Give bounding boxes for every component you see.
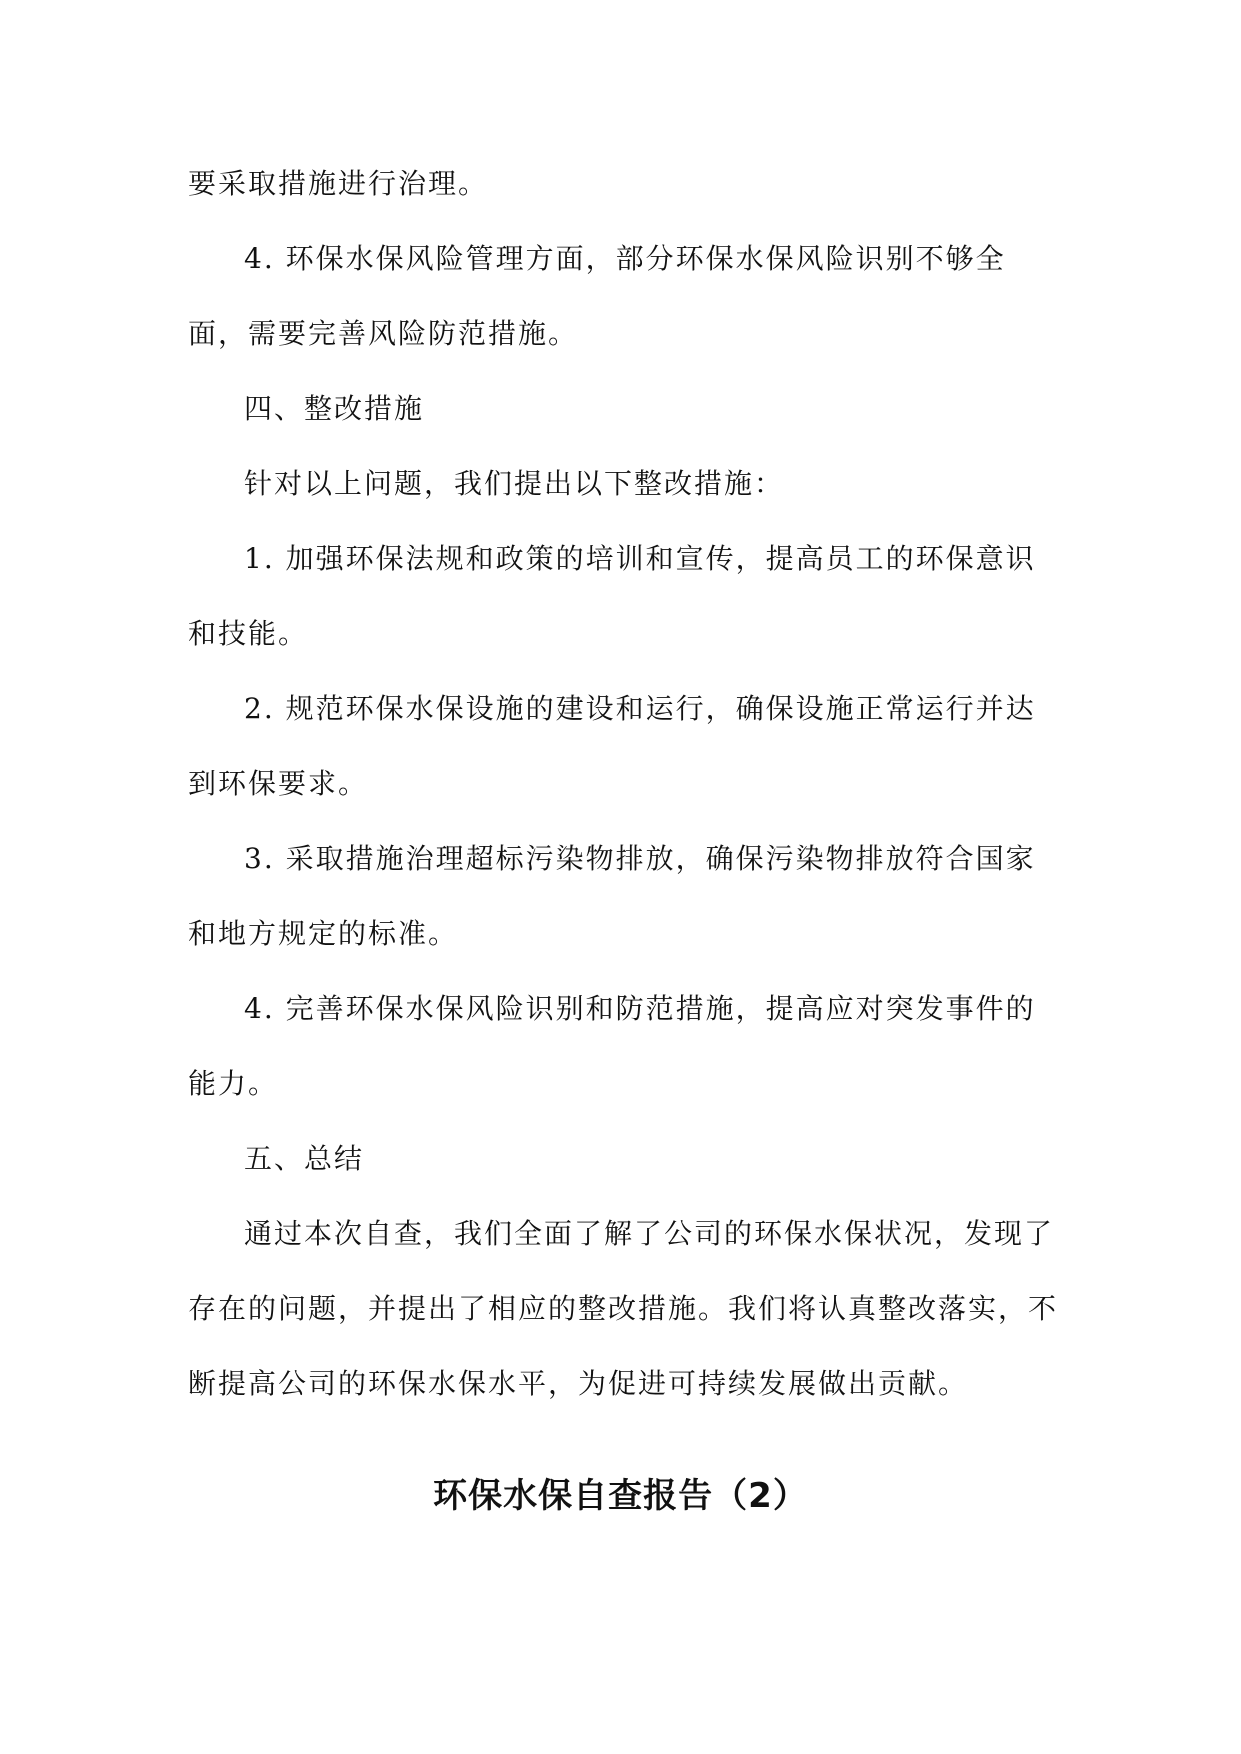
paragraph-summary: 通过本次自查，我们全面了解了公司的环保水保状况，发现了存在的问题，并提出了相应的整改措施。我们将认真整改落实，不断提高公司的环保水保水平，为促进可持续发展做出贡献。 — [188, 1217, 1059, 1400]
paragraph-rectification-intro: 针对以上问题，我们提出以下整改措施： — [244, 467, 785, 500]
paragraph-item-4-risk: 4. 环保水保风险管理方面，部分环保水保风险识别不够全面，需要完善风险防范措施。 — [188, 242, 1006, 350]
section-heading-summary: 五、总结 — [244, 1142, 365, 1175]
paragraph-measure-1: 1. 加强环保法规和政策的培训和宣传，提高员工的环保意识和技能。 — [188, 542, 1036, 650]
section-heading-rectification: 四、整改措施 — [244, 392, 425, 425]
paragraph-measure-4: 4. 完善环保水保风险识别和防范措施，提高应对突发事件的能力。 — [188, 992, 1036, 1100]
paragraph-measure-3: 3. 采取措施治理超标污染物排放，确保污染物排放符合国家和地方规定的标准。 — [188, 842, 1036, 950]
paragraph-continuation: 要采取措施进行治理。 — [188, 167, 489, 200]
next-section-title: 环保水保自查报告（2） — [433, 1476, 808, 1516]
document-body — [188, 146, 1060, 1421]
paragraph-measure-2: 2. 规范环保水保设施的建设和运行，确保设施正常运行并达到环保要求。 — [188, 692, 1036, 800]
